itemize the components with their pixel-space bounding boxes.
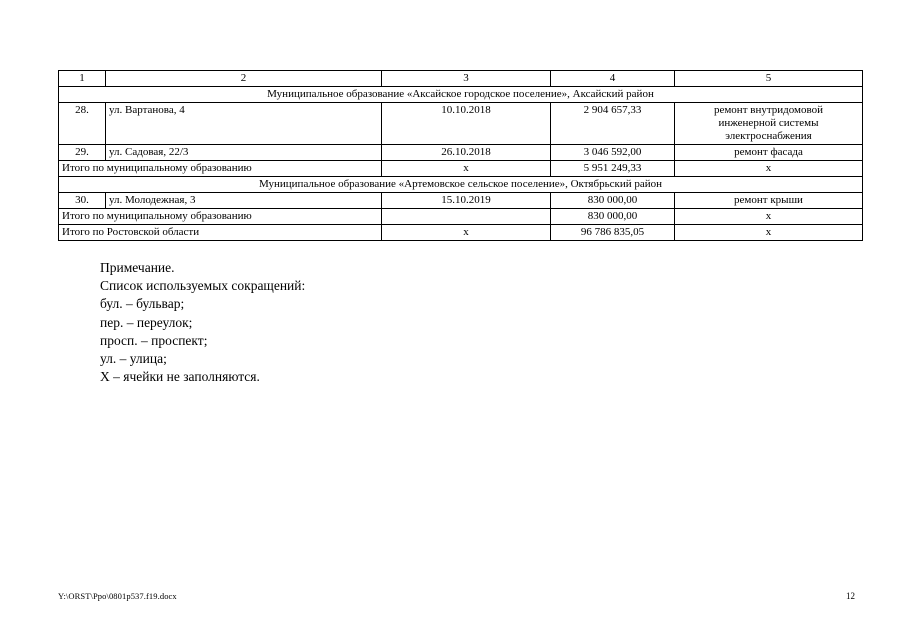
- row-work-line: инженерной системы: [718, 117, 819, 129]
- header-cell: 3: [382, 71, 551, 87]
- row-work-type: ремонт крыши: [675, 193, 863, 209]
- repair-table: [58, 70, 863, 241]
- header-cell: 5: [675, 71, 863, 87]
- total-label: Итого по Ростовской области: [59, 225, 382, 241]
- row-date: 10.10.2018: [382, 103, 551, 145]
- notes-line: ул. – улица;: [100, 351, 167, 367]
- header-cell: 2: [106, 71, 382, 87]
- row-work-type: [675, 103, 863, 145]
- page-number: 12: [846, 591, 855, 601]
- table-row: [59, 103, 863, 145]
- row-number: 29.: [59, 145, 106, 161]
- subtotal-label: Итого по муниципальному образованию: [59, 209, 382, 225]
- total-row: [59, 225, 863, 241]
- subtotal-amount: 5 951 249,33: [551, 161, 675, 177]
- subtotal-work: x: [675, 161, 863, 177]
- subtotal-row: [59, 209, 863, 225]
- notes-line: просп. – проспект;: [100, 332, 208, 348]
- total-date: x: [382, 225, 551, 241]
- row-amount: 2 904 657,33: [551, 103, 675, 145]
- section-row: [59, 87, 863, 103]
- row-address: ул. Вартанова, 4: [106, 103, 382, 145]
- subtotal-label: Итого по муниципальному образованию: [59, 161, 382, 177]
- total-work: x: [675, 225, 863, 241]
- section-title: Муниципальное образование «Аксайское городское поселение», Аксайский район: [59, 87, 863, 103]
- row-work-line: электроснабжения: [725, 130, 812, 142]
- row-work-type: ремонт фасада: [675, 145, 863, 161]
- row-date: 26.10.2018: [382, 145, 551, 161]
- table-row: [59, 193, 863, 209]
- subtotal-row: [59, 161, 863, 177]
- row-address: ул. Молодежная, 3: [106, 193, 382, 209]
- row-amount: 830 000,00: [551, 193, 675, 209]
- subtotal-work: x: [675, 209, 863, 225]
- row-work-line: ремонт внутридомовой: [713, 104, 824, 116]
- table-row: [59, 145, 863, 161]
- footer-file-path: Y:\ORST\Ppo\0801p537.f19.docx: [58, 591, 177, 601]
- row-date: 15.10.2019: [382, 193, 551, 209]
- subtotal-date: x: [382, 161, 551, 177]
- subtotal-date: [382, 209, 551, 225]
- subtotal-amount: 830 000,00: [551, 209, 675, 225]
- header-cell: 1: [59, 71, 106, 87]
- notes-line: Х – ячейки не заполняются.: [100, 369, 260, 385]
- notes-block: [100, 259, 305, 386]
- notes-line: Список используемых сокращений:: [100, 278, 306, 294]
- row-address: ул. Садовая, 22/3: [106, 145, 382, 161]
- section-title: Муниципальное образование «Артемовское сельское поселение», Октябрьский район: [59, 177, 863, 193]
- header-cell: 4: [551, 71, 675, 87]
- row-number: 30.: [59, 193, 106, 209]
- table-header-row: [59, 71, 863, 87]
- notes-line: пер. – переулок;: [100, 314, 193, 330]
- row-number: 28.: [59, 103, 106, 145]
- row-amount: 3 046 592,00: [551, 145, 675, 161]
- notes-title: Примечание.: [100, 260, 175, 275]
- notes-line: бул. – бульвар;: [100, 296, 185, 312]
- total-amount: 96 786 835,05: [551, 225, 675, 241]
- section-row: [59, 177, 863, 193]
